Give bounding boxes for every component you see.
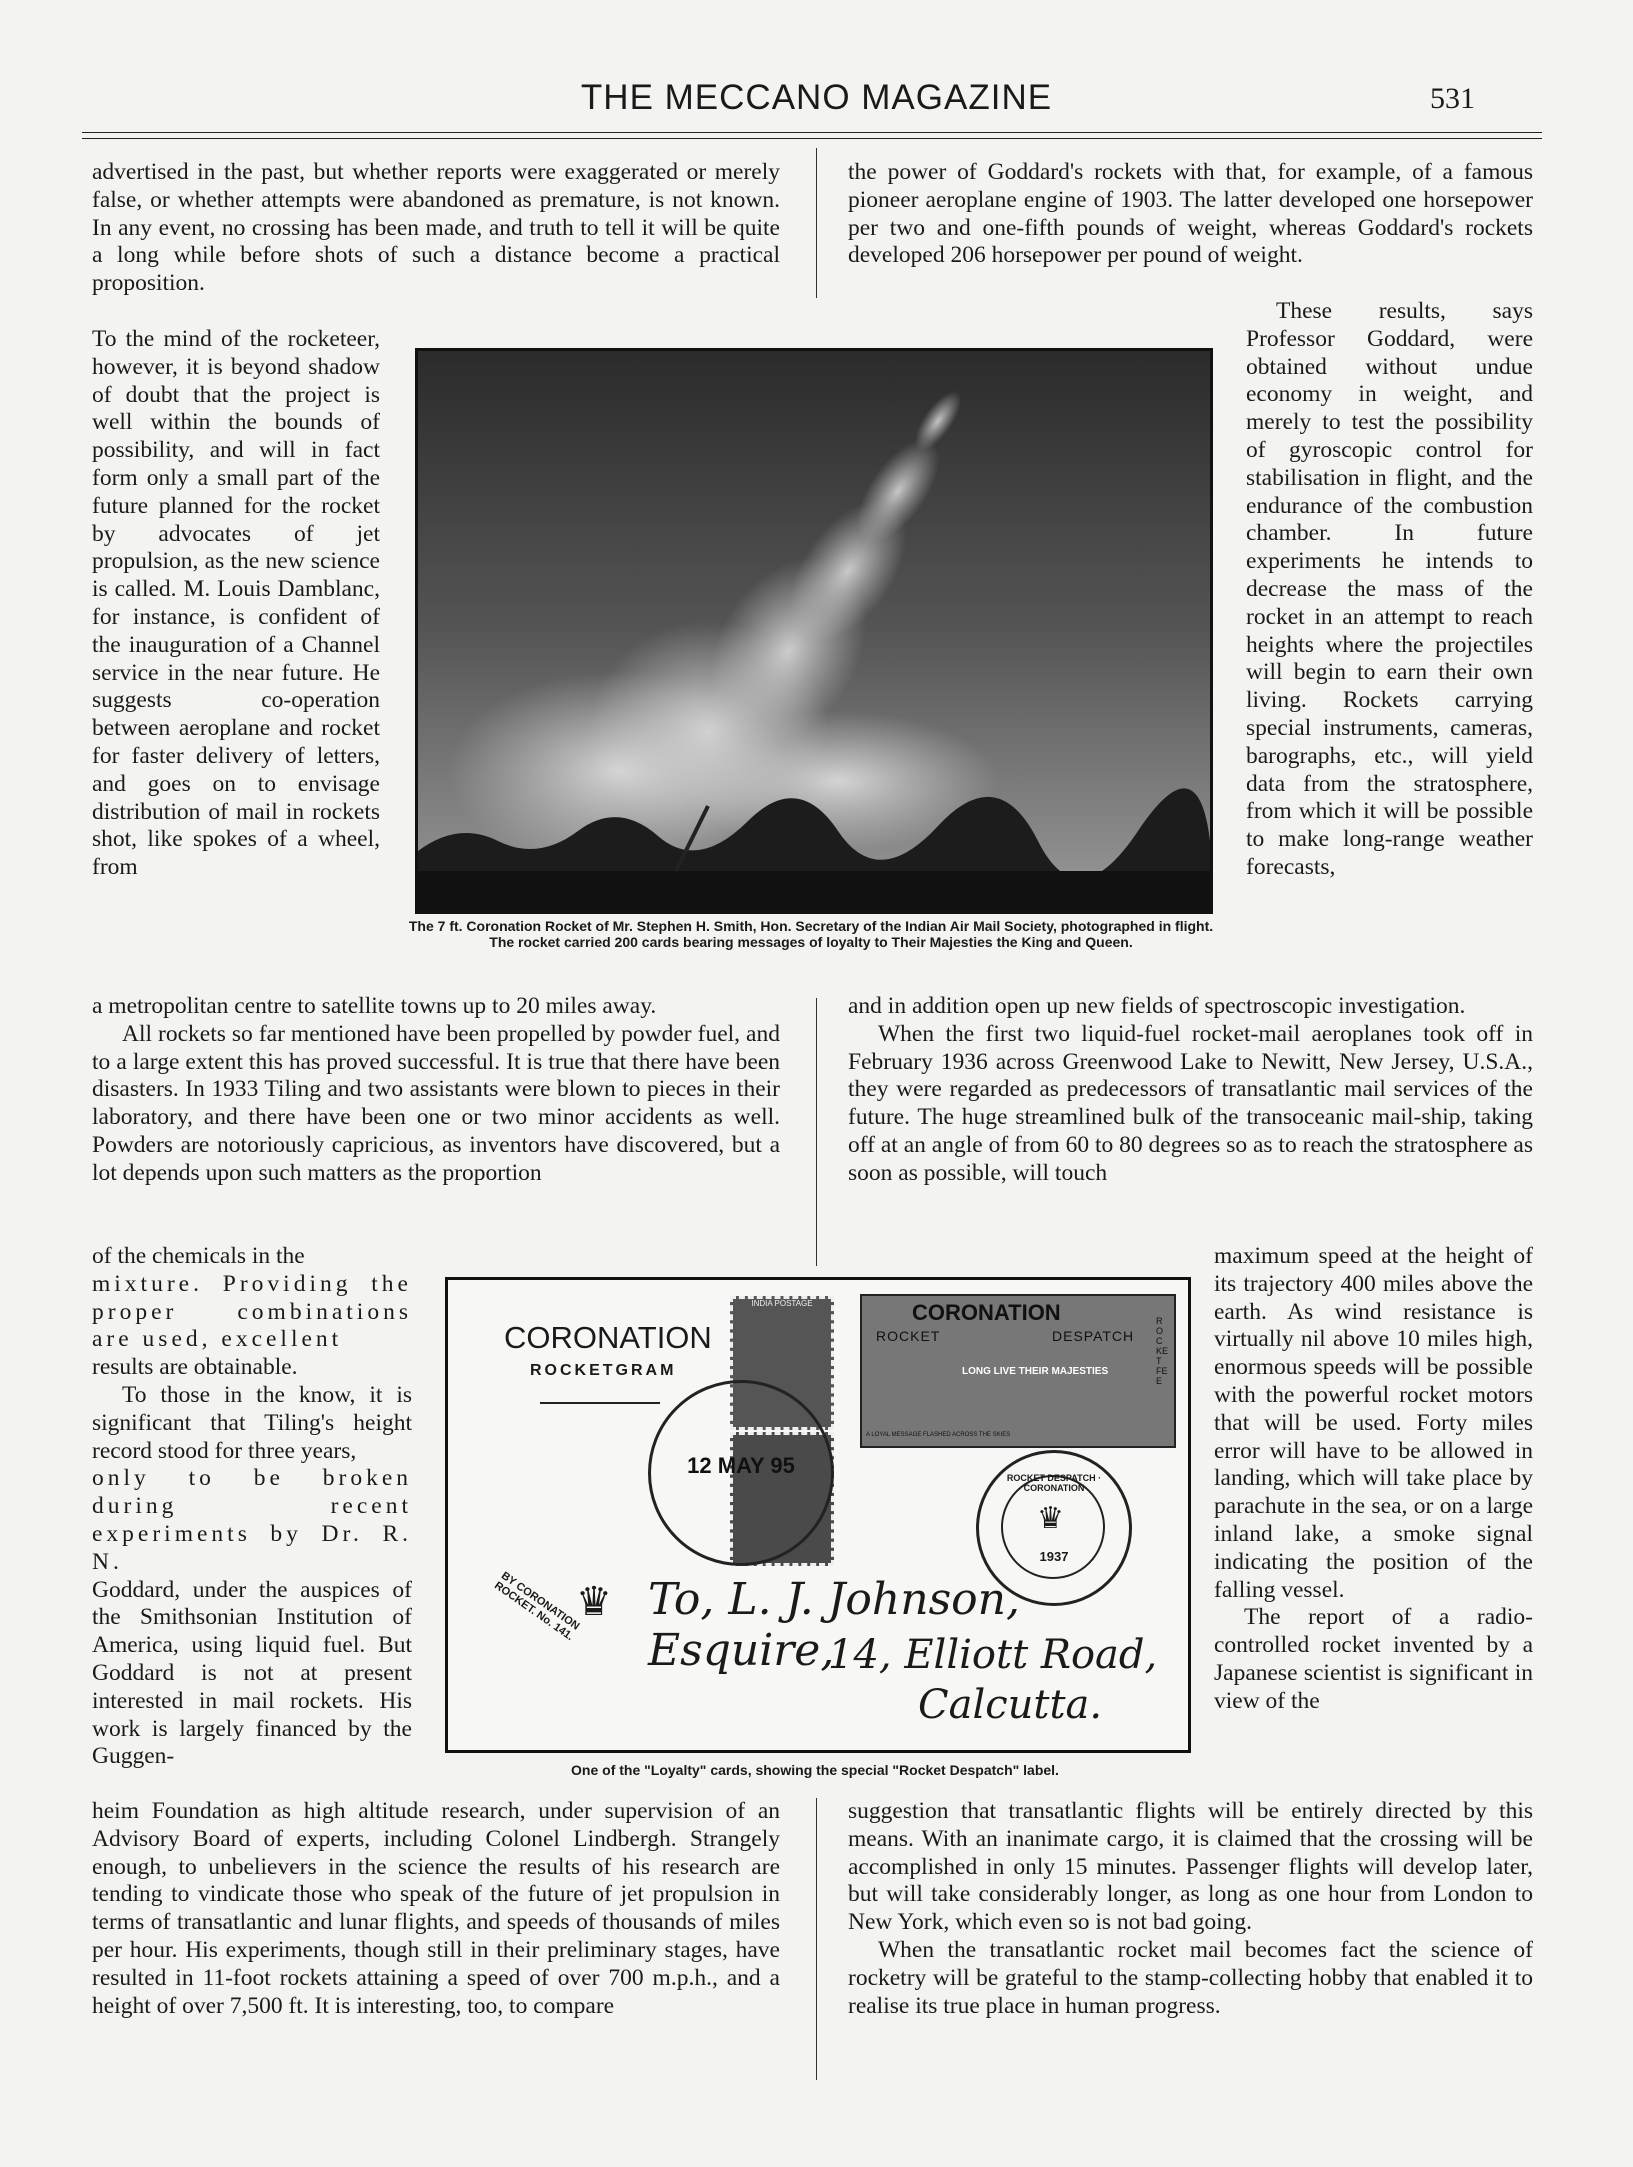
label-title: CORONATION bbox=[912, 1300, 1061, 1325]
right-column-full-text: and in addition open up new fields of spectroscopic investigation. When the first two liquid-fuel rocket-mail aeroplanes took off in February 1936 across Greenwood Lake to Newitt, New Jersey, U.S.A., they were regarded as predecessors of transatlantic mail services of the future. The huge streamlined bulk of the transoceanic mail-ship, taking off at an angle of from 60 to 80 degrees so as to reach the stratosphere as soon as possible, will touch bbox=[848, 993, 1533, 1186]
handwritten-address-line-1: To, L. J. Johnson, Esquire, bbox=[648, 1574, 1020, 1676]
rocket-flight-image bbox=[418, 351, 1210, 911]
seal-outer-text: ROCKET DESPATCH · CORONATION bbox=[1006, 1473, 1102, 1493]
rocket-photo bbox=[415, 348, 1213, 914]
column-divider-middle bbox=[816, 998, 817, 1266]
seal-year: 1937 bbox=[1039, 1549, 1069, 1564]
page-number: 531 bbox=[1430, 82, 1475, 115]
handwritten-address-line-2: 14, Elliott Road, bbox=[828, 1632, 1158, 1678]
right-column-narrow-2: maximum speed at the height of its trajectory 400 miles above the earth. As wind resistance is virtually nil above 10 miles high, enormous speeds will be possible with the powerful rocket motors that will be used. Forty miles error will have to be allowed in landing, which will take place by parachute in the sea, or on a large inland lake, a smoke signal indicating the position of the falling vessel. The report of a radio-controlled rocket invented by a Japanese scientist is significant in view of the bbox=[1214, 1243, 1533, 1714]
column-divider-top bbox=[816, 148, 817, 298]
label-side: ROCKET FEE bbox=[1156, 1316, 1169, 1386]
label-long-live: LONG LIVE THEIR MAJESTIES bbox=[962, 1366, 1109, 1377]
card-rule bbox=[540, 1402, 660, 1404]
rocket-photo-caption: The 7 ft. Coronation Rocket of Mr. Stephen H. Smith, Hon. Secretary of the Indian Air Mail Society, photographed in flight. The rocket carried 200 cards bearing messages of loyalty to Their Majesties the King and Queen. bbox=[408, 918, 1214, 950]
card-title: CORONATION bbox=[504, 1320, 712, 1355]
postmark-date: 12 MAY 95 bbox=[687, 1453, 795, 1478]
label-bottom: A LOYAL MESSAGE FLASHED ACROSS THE SKIES bbox=[866, 1432, 1011, 1438]
label-despatch: DESPATCH bbox=[1052, 1328, 1135, 1344]
right-column-narrow-1: These results, says Professor Goddard, were obtained without undue economy in weight, and merely to test the possibility of gyroscopic control for stabilisation in flight, and the endurance of the combustion chamber. In future experiments he intends to decrease the mass of the rocket in an attempt to reach heights where the projectiles will begin to earn their own living. Rockets carrying special instruments, cameras, barographs, etc., will yield data from the stratosphere, from which it will be possible to make long-range weather forecasts, bbox=[1246, 298, 1533, 880]
stamp-1-text: INDIA POSTAGE bbox=[751, 1299, 813, 1308]
label-rocket: ROCKET bbox=[876, 1328, 941, 1344]
column-divider-bottom bbox=[816, 1798, 817, 2080]
left-column-intro: advertised in the past, but whether reports were exaggerated or merely false, or whether attempts were abandoned as premature, is not known. In any event, no crossing has been made, and truth to tell it will be quite a long while before shots of such a distance become a practical proposition. bbox=[92, 159, 780, 297]
left-column-bottom: heim Foundation as high altitude research, under supervision of an Advisory Board of experts, including Colonel Lindbergh. Strangely enough, to unbelievers in the science the results of his research are tending to vindicate those who speak of the future of jet propulsion in terms of transatlantic and lunar flights, and speeds of thousands of miles per hour. His experiments, though still in their preliminary stages, have resulted in 11-foot rockets attaining a speed of over 700 m.p.h., and a height of over 7,500 ft. It is interesting, too, to compare bbox=[92, 1798, 780, 2019]
loyalty-card bbox=[445, 1277, 1191, 1753]
postmark bbox=[648, 1380, 834, 1566]
handwritten-address-line-3: Calcutta. bbox=[918, 1682, 1103, 1728]
card-subtitle: ROCKETGRAM bbox=[530, 1362, 677, 1379]
left-column-narrow-2: of the chemicals in the mixture. Providing the proper combinations are used, excellent results are obtainable. To those in the know, it is significant that Tiling's height record stood for three years, only to be broken during recent experiments by Dr. R. N. Goddard, under the auspices of the Smithsonian Institution of America, using liquid fuel. But Goddard is not at present interested in mail rockets. His work is largely financed by the Guggen- bbox=[92, 1243, 412, 1770]
magazine-title: THE MECCANO MAGAZINE bbox=[580, 78, 1053, 117]
header-rule-bottom bbox=[82, 138, 1542, 139]
header-rule-top bbox=[82, 132, 1542, 133]
left-column-narrow-1: To the mind of the rocketeer, however, it is beyond shadow of doubt that the project is well within the bounds of possibility, and will in fact form only a small part of the future planned for the rocket by advocates of jet propulsion, as the new science is called. M. Louis Damblanc, for instance, is confident of the inauguration of a Channel service in the near future. He suggests co-operation between aeroplane and rocket for faster delivery of letters, and goes on to envisage distribution of mail in rockets shot, like spokes of a wheel, from bbox=[92, 326, 380, 881]
rocket-despatch-label bbox=[860, 1294, 1176, 1448]
right-column-bottom: suggestion that transatlantic flights will be entirely directed by this means. With an inanimate cargo, it is claimed that the crossing will be accomplished in only 15 minutes. Passenger flights will develop later, but will take considerably longer, as long as one hour from London to New York, which even so is not bad going. When the transatlantic rocket mail becomes fact the science of rocketry will be grateful to the stamp-collecting hobby that enabled it to realise its true place in human progress. bbox=[848, 1798, 1533, 2019]
right-column-intro: the power of Goddard's rockets with that, for example, of a famous pioneer aeroplane engine of 1903. The latter developed one horsepower per two and one-fifth pounds of weight, whereas Goddard's rockets developed 206 horsepower per pound of weight. bbox=[848, 159, 1533, 269]
crown-icon: ♛ bbox=[1037, 1502, 1064, 1535]
left-column-full-text: a metropolitan centre to satellite towns up to 20 miles away. All rockets so far mentioned have been propelled by powder fuel, and to a large extent this has proved successful. It is true that there have been disasters. In 1933 Tiling and two assistants were blown to pieces in their laboratory, and there have been one or two minor accidents as well. Powders are notoriously capricious, as inventors have discovered, but a lot depends upon such matters as the proportion bbox=[92, 993, 780, 1186]
loyalty-card-caption: One of the "Loyalty" cards, showing the special "Rocket Despatch" label. bbox=[571, 1762, 1059, 1778]
corner-crown-icon: ♛ bbox=[576, 1579, 612, 1624]
corner-stamp-text: BY CORONATION ROCKET. No. 141. bbox=[491, 1569, 582, 1644]
